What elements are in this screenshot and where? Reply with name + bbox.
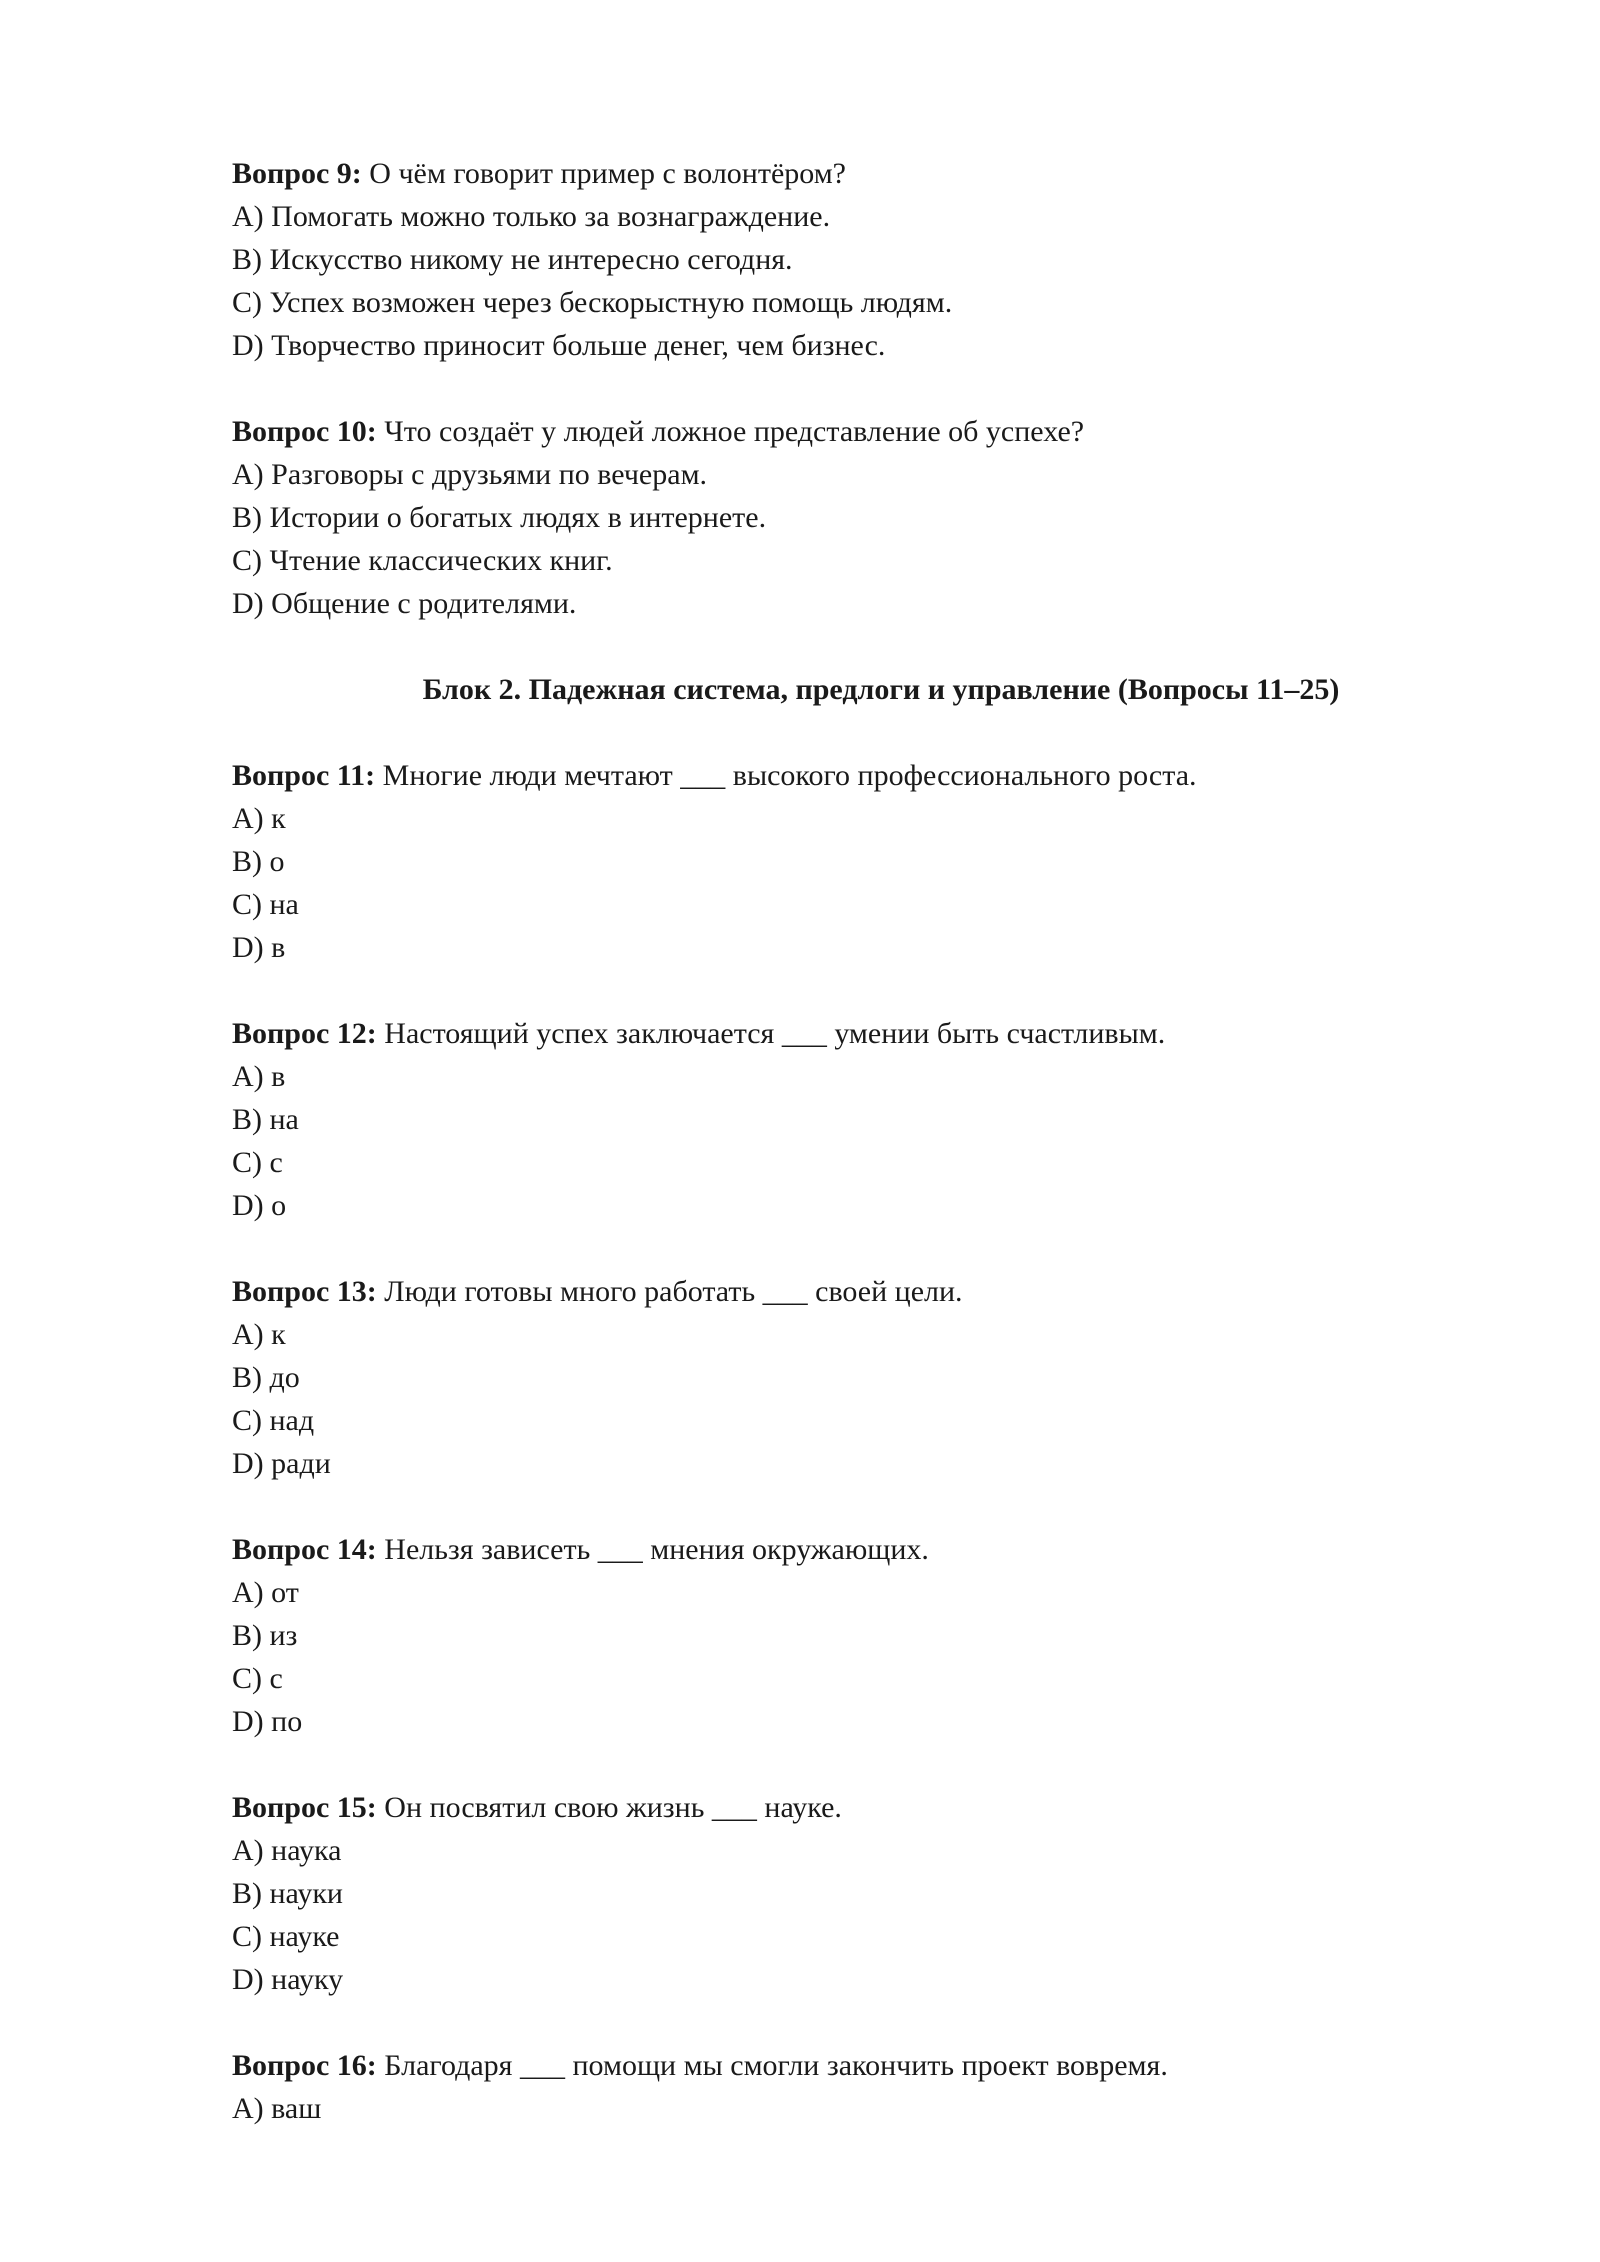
question-9: [232, 152, 1400, 367]
question-10-label: Вопрос 10:: [232, 415, 377, 448]
question-14-line: [232, 1528, 1400, 1571]
question-12: [232, 1012, 1400, 1227]
question-15-option-a: A) наука: [232, 1834, 342, 1867]
question-9-label: Вопрос 9:: [232, 157, 362, 190]
question-15-option-d: D) науку: [232, 1963, 344, 1996]
question-15-text: Он посвятил свою жизнь ___ науке.: [376, 1791, 842, 1824]
question-9-option-c: C) Успех возможен через бескорыстную помощь людям.: [232, 286, 953, 319]
question-14-label: Вопрос 14:: [232, 1533, 377, 1566]
question-9-option-a: A) Помогать можно только за вознаграждение.: [232, 200, 831, 233]
question-14-text: Нельзя зависеть ___ мнения окружающих.: [376, 1533, 929, 1566]
question-16-text: Благодаря ___ помощи мы смогли закончить проект вовремя.: [376, 2049, 1168, 2082]
question-12-label: Вопрос 12:: [232, 1017, 377, 1050]
question-12-option-b: B) на: [232, 1103, 299, 1136]
question-15-line: [232, 1786, 1400, 1829]
question-12-text: Настоящий успех заключается ___ умении быть счастливым.: [376, 1017, 1166, 1050]
question-10-line: [232, 410, 1400, 453]
question-15-label: Вопрос 15:: [232, 1791, 377, 1824]
question-14-option-a: A) от: [232, 1576, 299, 1609]
question-13-option-b: B) до: [232, 1361, 300, 1394]
question-13: [232, 1270, 1400, 1485]
question-9-option-d: D) Творчество приносит больше денег, чем бизнес.: [232, 329, 886, 362]
question-13-option-d: D) ради: [232, 1447, 331, 1480]
question-9-option-b: B) Искусство никому не интересно сегодня.: [232, 243, 793, 276]
question-15-option-c: C) науке: [232, 1920, 340, 1953]
question-11-option-c: C) на: [232, 888, 299, 921]
question-16-label: Вопрос 16:: [232, 2049, 377, 2082]
question-14-option-b: B) из: [232, 1619, 298, 1652]
question-13-line: [232, 1270, 1400, 1313]
question-14-option-c: C) с: [232, 1662, 283, 1695]
question-10-text: Что создаёт у людей ложное представление об успехе?: [376, 415, 1085, 448]
question-14-option-d: D) по: [232, 1705, 303, 1738]
question-11-line: [232, 754, 1400, 797]
question-12-option-a: A) в: [232, 1060, 286, 1093]
question-15: [232, 1786, 1400, 2001]
question-11: [232, 754, 1400, 969]
question-13-option-c: C) над: [232, 1404, 315, 1437]
question-11-option-d: D) в: [232, 931, 286, 964]
block-2-heading: Блок 2. Падежная система, предлоги и управление (Вопросы 11–25): [422, 673, 1340, 706]
question-12-option-d: D) о: [232, 1189, 287, 1222]
question-11-text: Многие люди мечтают ___ высокого профессионального роста.: [375, 759, 1197, 792]
question-16: [232, 2044, 1400, 2130]
question-16-line: [232, 2044, 1400, 2087]
question-15-option-b: B) науки: [232, 1877, 343, 1910]
question-13-label: Вопрос 13:: [232, 1275, 377, 1308]
question-11-label: Вопрос 11:: [232, 759, 376, 792]
question-13-option-a: A) к: [232, 1318, 286, 1351]
question-12-line: [232, 1012, 1400, 1055]
question-14: [232, 1528, 1400, 1743]
question-9-line: [232, 152, 1400, 195]
question-16-option-a: A) ваш: [232, 2092, 322, 2125]
question-10-option-d: D) Общение с родителями.: [232, 587, 577, 620]
question-10-option-c: C) Чтение классических книг.: [232, 544, 613, 577]
question-13-text: Люди готовы много работать ___ своей цели.: [376, 1275, 963, 1308]
question-10-option-b: B) Истории о богатых людях в интернете.: [232, 501, 767, 534]
question-11-option-b: B) о: [232, 845, 285, 878]
question-11-option-a: A) к: [232, 802, 286, 835]
question-10-option-a: A) Разговоры с друзьями по вечерам.: [232, 458, 708, 491]
question-12-option-c: C) с: [232, 1146, 283, 1179]
question-9-text: О чём говорит пример с волонтёром?: [361, 157, 847, 190]
question-10: [232, 410, 1400, 625]
